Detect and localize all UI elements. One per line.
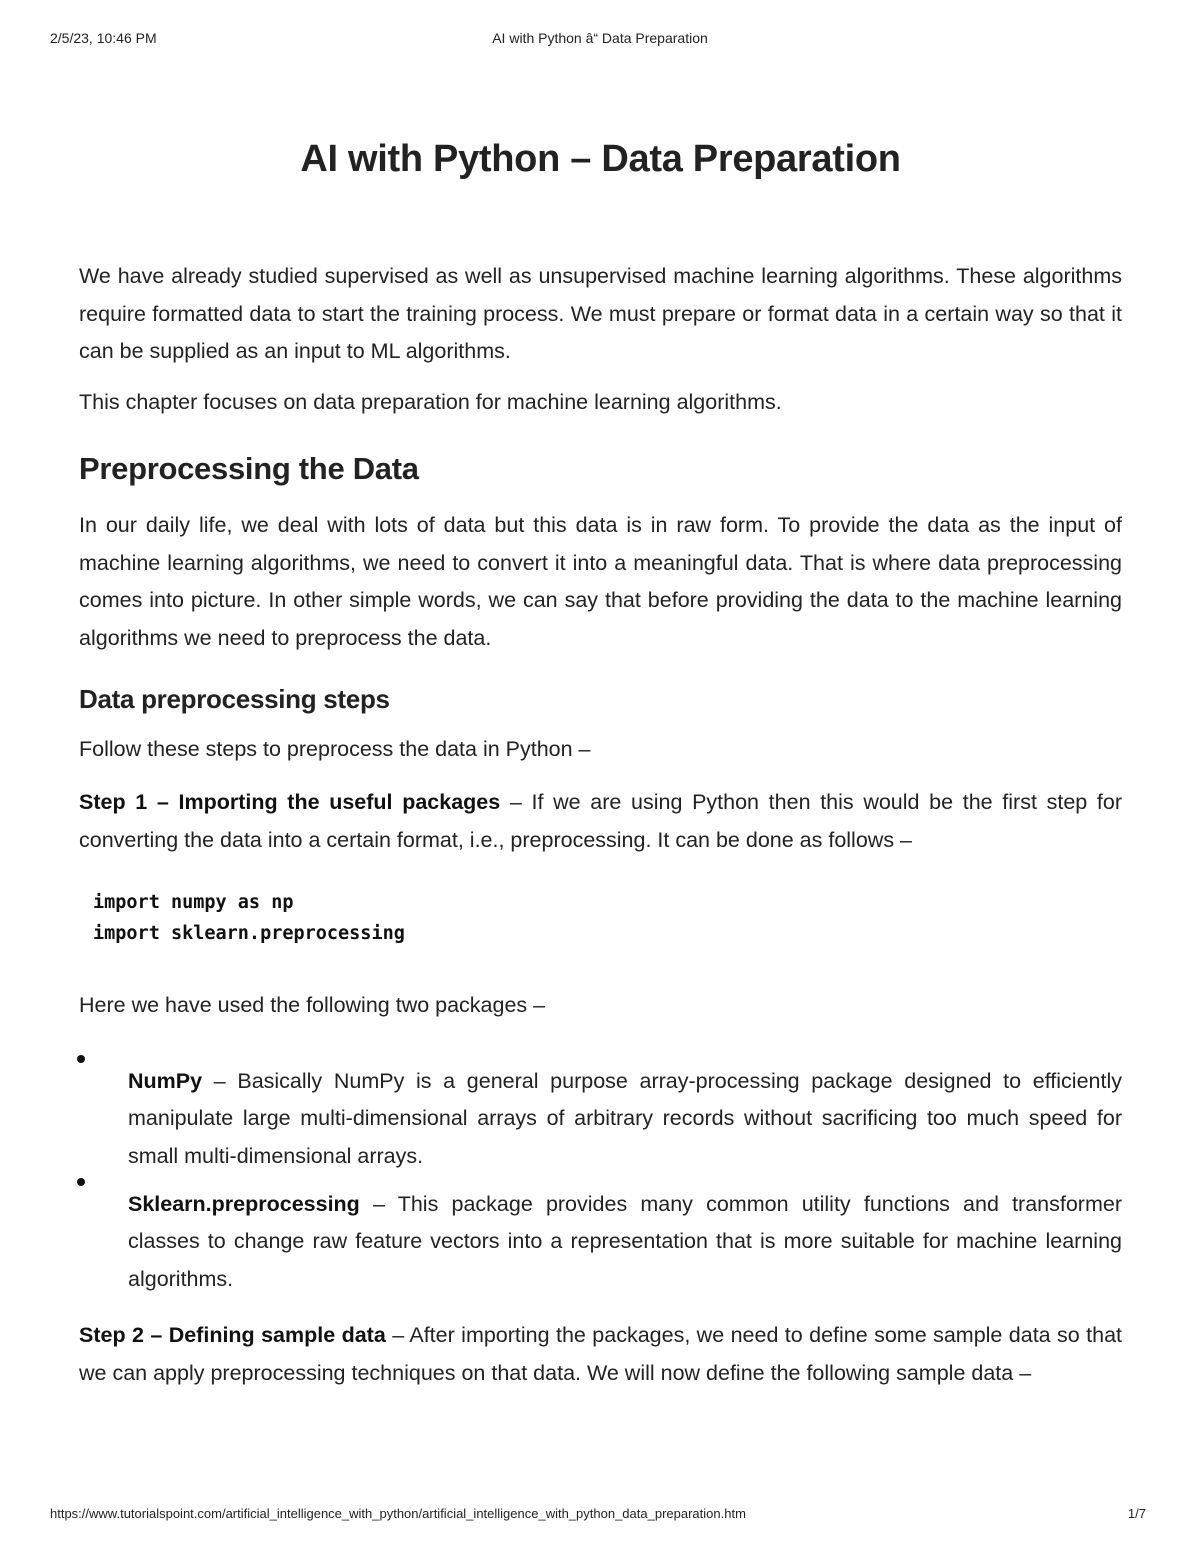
- paragraph-text: Follow these steps to preprocess the data in Python –: [79, 737, 591, 761]
- package-name: NumPy: [128, 1068, 203, 1093]
- step-1-paragraph: [79, 784, 1122, 859]
- print-header: [0, 30, 1200, 50]
- code-block: [79, 887, 1122, 949]
- bullet-icon: [77, 1055, 85, 1063]
- list-item-text: [128, 1186, 1122, 1299]
- paragraph-text: We have already studied supervised as well as unsupervised machine learning algorithms. These algorithms require formatted data to start the training process. We must prepare or format data in a certain way so that it can be supplied as an input to ML algorithms.: [79, 264, 1122, 363]
- code-line: import sklearn.preprocessing: [93, 923, 405, 944]
- intro-paragraph-1: [79, 258, 1122, 371]
- print-footer: [0, 1506, 1200, 1526]
- page-number: 1/7: [1127, 1506, 1146, 1521]
- package-description: – Basically NumPy is a general purpose array-processing package designed to efficiently manipulate large multi-dimensional arrays of arbitrary records without sacrificing too much speed for small multi-dimensional arrays.: [128, 1068, 1122, 1168]
- print-doc-title: AI with Python â“ Data Preparation: [492, 30, 708, 46]
- bullet-icon: [77, 1178, 85, 1186]
- paragraph-text: Here we have used the following two packages –: [79, 993, 546, 1017]
- print-url[interactable]: https://www.tutorialspoint.com/artificial_intelligence_with_python/artificial_intelligence_with_python_data_preparation.htm: [50, 1506, 746, 1521]
- subsection-heading: Data preprocessing steps: [79, 684, 390, 714]
- code-block-body: [79, 887, 1122, 949]
- packages-intro: [79, 987, 1122, 1025]
- list-item-text: [128, 1063, 1122, 1176]
- subsection-heading-wrapper: [79, 684, 1122, 715]
- section-heading-wrapper: [79, 451, 1122, 487]
- list-item-sklearn: [79, 1164, 1122, 1320]
- step-2-paragraph: [79, 1317, 1122, 1392]
- package-name: Sklearn.preprocessing: [128, 1191, 360, 1216]
- intro-paragraph-2: [79, 384, 1122, 422]
- print-date: 2/5/23, 10:46 PM: [50, 30, 157, 46]
- package-description: – This package provides many common utility functions and transformer classes to change raw feature vectors into a representation that is more suitable for machine learning algorithms.: [128, 1191, 1122, 1291]
- paragraph-text: In our daily life, we deal with lots of data but this data is in raw form. To provide the data as the input of machine learning algorithms, we need to convert it into a meaningful data. That is where data preprocessing comes into picture. In other simple words, we can say that before providing the data to the machine learning algorithms we need to preprocess the data.: [79, 513, 1122, 650]
- step-2: [79, 1317, 1122, 1392]
- step-1-label: Step 1 – Importing the useful packages: [79, 790, 501, 814]
- section-paragraph: [79, 507, 1122, 657]
- paragraph-text: This chapter focuses on data preparation for machine learning algorithms.: [79, 390, 782, 414]
- code-line: import numpy as np: [93, 892, 294, 913]
- step-1: [79, 784, 1122, 859]
- section-heading: Preprocessing the Data: [79, 451, 419, 486]
- step-2-text: – After importing the packages, we need to define some sample data so that we can apply preprocessing techniques on that data. We will now define the following sample data –: [79, 1323, 1122, 1385]
- step-1-text: – If we are using Python then this would be the first step for converting the data into a certain format, i.e., preprocessing. It can be done as follows –: [79, 790, 1122, 852]
- page-title: AI with Python – Data Preparation: [300, 138, 901, 180]
- steps-intro: [79, 731, 1122, 769]
- step-2-label: Step 2 – Defining sample data: [79, 1323, 386, 1347]
